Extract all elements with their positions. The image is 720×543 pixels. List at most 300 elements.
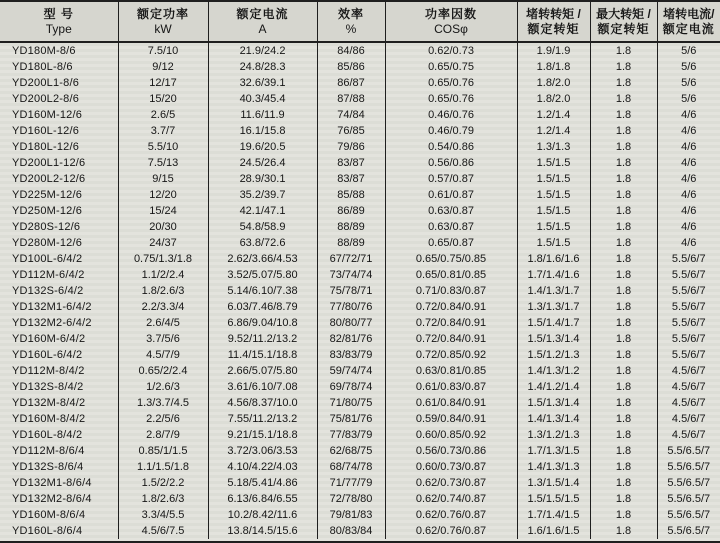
model-cell: YD132M2-6/4/2 [0, 315, 118, 331]
value-cell: 1.8 [590, 235, 657, 251]
value-cell: 12/17 [118, 75, 208, 91]
value-cell: 2.2/3.3/4 [118, 299, 208, 315]
value-cell: 5/6 [681, 45, 697, 57]
table-row [0, 235, 720, 251]
value-cell: 1.8 [590, 75, 657, 91]
value-cell: 1.8 [590, 123, 657, 139]
header-efficiency [317, 2, 385, 42]
value-cell: 4/6 [681, 109, 697, 121]
value-cell: 5.5/6/7 [671, 333, 706, 345]
value-cell: 1.5/1.5 [517, 171, 590, 187]
table-row [0, 251, 720, 267]
value-cell: 1.8 [590, 443, 657, 459]
value-cell: 0.56/0.73/0.86 [385, 443, 517, 459]
table-row [0, 219, 720, 235]
value-cell: 1.8/2.6/3 [118, 491, 208, 507]
value-cell: 0.72/0.85/0.92 [385, 347, 517, 363]
value-cell: 84/86 [317, 42, 385, 59]
value-cell: 2.6/5 [118, 107, 208, 123]
model-cell: YD132M2-8/6/4 [0, 491, 118, 507]
value-cell: 1.5/1.5 [517, 155, 590, 171]
value-cell: 24.8/28.3 [208, 59, 317, 75]
value-cell: 63.8/72.6 [208, 235, 317, 251]
value-cell: 3.7/5/6 [118, 331, 208, 347]
value-cell: 5.14/6.10/7.38 [208, 283, 317, 299]
value-cell: 1.8/1.8 [517, 59, 590, 75]
value-cell: 75/81/76 [317, 411, 385, 427]
table-row [0, 315, 720, 331]
value-cell: 68/74/78 [317, 459, 385, 475]
value-cell: 1.8 [590, 171, 657, 187]
value-cell: 1.5/1.5 [517, 219, 590, 235]
value-cell: 0.63/0.87 [385, 203, 517, 219]
model-cell: YD180L-8/6 [0, 59, 118, 75]
value-cell: 24.5/26.4 [208, 155, 317, 171]
value-cell: 1.8 [590, 315, 657, 331]
header-locked-torque-line1: 堵转转矩 / [526, 6, 581, 21]
model-cell: YD200L1-12/6 [0, 155, 118, 171]
value-cell: 1.5/1.2/1.3 [517, 347, 590, 363]
value-cell: 1.3/3.7/4.5 [118, 395, 208, 411]
value-cell: 11.6/11.9 [208, 107, 317, 123]
table-row [0, 347, 720, 363]
value-cell: 1.8 [590, 411, 657, 427]
value-cell: 0.65/0.81/0.85 [385, 267, 517, 283]
value-cell: 10.2/8.42/11.6 [208, 507, 317, 523]
value-cell: 1.3/1.3 [517, 139, 590, 155]
value-cell: 82/81/76 [317, 331, 385, 347]
value-cell: 24/37 [118, 235, 208, 251]
model-cell: YD112M-8/6/4 [0, 443, 118, 459]
model-cell: YD225M-12/6 [0, 187, 118, 203]
value-cell: 4/6 [681, 205, 697, 217]
header-rated-power [118, 2, 208, 42]
value-cell: 0.62/0.73 [385, 42, 517, 59]
value-cell: 40.3/45.4 [208, 91, 317, 107]
value-cell: 0.65/0.75/0.85 [385, 251, 517, 267]
table-row [0, 203, 720, 219]
value-cell: 1.4/1.3/1.4 [517, 411, 590, 427]
value-cell: 0.60/0.73/0.87 [385, 459, 517, 475]
header-rated-power-zh: 额定功率 [136, 6, 189, 21]
header-locked-current-line1: 堵转电流/ [663, 6, 715, 21]
value-cell: 1.5/1.5 [517, 187, 590, 203]
header-type-zh: 型 号 [43, 6, 74, 21]
header-max-torque-ratio [590, 2, 657, 42]
value-cell: 1.9/1.9 [517, 42, 590, 59]
model-cell: YD280M-12/6 [0, 235, 118, 251]
value-cell: 1.2/1.4 [517, 107, 590, 123]
model-cell: YD160M-6/4/2 [0, 331, 118, 347]
value-cell: 32.6/39.1 [208, 75, 317, 91]
value-cell: 1.8 [590, 139, 657, 155]
value-cell: 76/85 [317, 123, 385, 139]
value-cell: 86/87 [317, 75, 385, 91]
table-row [0, 427, 720, 443]
model-cell: YD200L2-12/6 [0, 171, 118, 187]
value-cell: 5/6 [681, 93, 697, 105]
value-cell: 71/77/79 [317, 475, 385, 491]
value-cell: 1.2/1.4 [517, 123, 590, 139]
value-cell: 4/6 [681, 221, 697, 233]
value-cell: 0.57/0.87 [385, 171, 517, 187]
table-row [0, 523, 720, 539]
value-cell: 7.5/13 [118, 155, 208, 171]
table-row [0, 507, 720, 523]
value-cell: 2.62/3.66/4.53 [208, 251, 317, 267]
table-row [0, 411, 720, 427]
value-cell: 1.4/1.2/1.4 [517, 379, 590, 395]
header-rated-current-unit: A [258, 21, 267, 36]
value-cell: 0.56/0.86 [385, 155, 517, 171]
value-cell: 4.5/7/9 [118, 347, 208, 363]
value-cell: 1.8/2.0 [517, 91, 590, 107]
value-cell: 1.8 [590, 347, 657, 363]
value-cell: 4/6 [681, 173, 697, 185]
value-cell: 1.8 [590, 459, 657, 475]
value-cell: 35.2/39.7 [208, 187, 317, 203]
value-cell: 9/12 [118, 59, 208, 75]
value-cell: 1.5/1.5 [517, 203, 590, 219]
value-cell: 0.54/0.86 [385, 139, 517, 155]
table-row [0, 187, 720, 203]
value-cell: 80/80/77 [317, 315, 385, 331]
value-cell: 1.8 [590, 267, 657, 283]
value-cell: 4/6 [681, 125, 697, 137]
model-cell: YD180M-8/6 [0, 42, 118, 59]
value-cell: 16.1/15.8 [208, 123, 317, 139]
value-cell: 2.66/5.07/5.80 [208, 363, 317, 379]
table-row [0, 123, 720, 139]
header-locked-torque-ratio [517, 2, 590, 42]
value-cell: 83/87 [317, 155, 385, 171]
value-cell: 1.8 [590, 379, 657, 395]
value-cell: 2.2/5/6 [118, 411, 208, 427]
value-cell: 1.8 [590, 507, 657, 523]
value-cell: 1.8 [590, 187, 657, 203]
header-locked-current-line2: 额定电流 [662, 21, 715, 36]
value-cell: 1.8 [590, 107, 657, 123]
model-cell: YD160L-8/4/2 [0, 427, 118, 443]
motor-spec-table [0, 2, 720, 539]
value-cell: 3.3/4/5.5 [118, 507, 208, 523]
value-cell: 9.52/11.2/13.2 [208, 331, 317, 347]
table-row [0, 155, 720, 171]
value-cell: 0.65/0.76 [385, 91, 517, 107]
model-cell: YD100L-6/4/2 [0, 251, 118, 267]
value-cell: 1.8 [590, 475, 657, 491]
value-cell: 5.5/6/7 [671, 317, 706, 329]
value-cell: 1.8 [590, 203, 657, 219]
value-cell: 3.61/6.10/7.08 [208, 379, 317, 395]
value-cell: 71/80/75 [317, 395, 385, 411]
value-cell: 0.63/0.81/0.85 [385, 363, 517, 379]
value-cell: 0.62/0.73/0.87 [385, 475, 517, 491]
value-cell: 1.8 [590, 251, 657, 267]
value-cell: 4.10/4.22/4.03 [208, 459, 317, 475]
value-cell: 1.8 [590, 155, 657, 171]
table-row [0, 107, 720, 123]
table-row [0, 363, 720, 379]
value-cell: 4.5/6/7 [671, 397, 706, 409]
table-row [0, 91, 720, 107]
value-cell: 5.5/6.5/7 [667, 509, 711, 521]
table-row [0, 59, 720, 75]
model-cell: YD112M-6/4/2 [0, 267, 118, 283]
value-cell: 0.65/2/2.4 [118, 363, 208, 379]
value-cell: 4.56/8.37/10.0 [208, 395, 317, 411]
value-cell: 75/78/71 [317, 283, 385, 299]
header-efficiency-unit: % [345, 21, 357, 36]
value-cell: 69/78/74 [317, 379, 385, 395]
value-cell: 1.8 [590, 42, 657, 59]
value-cell: 1.8 [590, 91, 657, 107]
value-cell: 0.65/0.87 [385, 235, 517, 251]
value-cell: 4/6 [681, 157, 697, 169]
value-cell: 79/86 [317, 139, 385, 155]
table-row [0, 267, 720, 283]
value-cell: 1.5/1.3/1.4 [517, 331, 590, 347]
model-cell: YD112M-8/4/2 [0, 363, 118, 379]
model-cell: YD160M-12/6 [0, 107, 118, 123]
header-max-torque-line2: 额定转矩 [597, 21, 650, 36]
value-cell: 1.8 [590, 219, 657, 235]
value-cell: 79/81/83 [317, 507, 385, 523]
value-cell: 5/6 [681, 61, 697, 73]
value-cell: 77/80/76 [317, 299, 385, 315]
model-cell: YD160L-8/6/4 [0, 523, 118, 539]
value-cell: 1.8 [590, 59, 657, 75]
value-cell: 5.5/6.5/7 [667, 445, 711, 457]
value-cell: 59/74/74 [317, 363, 385, 379]
value-cell: 0.72/0.84/0.91 [385, 299, 517, 315]
value-cell: 11.4/15.1/18.8 [208, 347, 317, 363]
value-cell: 1.8 [590, 523, 657, 539]
value-cell: 6.13/6.84/6.55 [208, 491, 317, 507]
value-cell: 21.9/24.2 [208, 42, 317, 59]
value-cell: 1.7/1.4/1.5 [517, 507, 590, 523]
value-cell: 20/30 [118, 219, 208, 235]
value-cell: 80/83/84 [317, 523, 385, 539]
value-cell: 15/24 [118, 203, 208, 219]
value-cell: 6.03/7.46/8.79 [208, 299, 317, 315]
value-cell: 4.5/6/7 [671, 381, 706, 393]
value-cell: 1.8 [590, 299, 657, 315]
value-cell: 0.65/0.76 [385, 75, 517, 91]
value-cell: 0.85/1/1.5 [118, 443, 208, 459]
value-cell: 2.8/7/9 [118, 427, 208, 443]
value-cell: 1.7/1.3/1.5 [517, 443, 590, 459]
value-cell: 85/86 [317, 59, 385, 75]
model-cell: YD180L-12/6 [0, 139, 118, 155]
value-cell: 6.86/9.04/10.8 [208, 315, 317, 331]
table-row [0, 395, 720, 411]
value-cell: 7.5/10 [118, 42, 208, 59]
table-row [0, 171, 720, 187]
table-row [0, 139, 720, 155]
table-row [0, 299, 720, 315]
header-power-factor-zh: 功率因数 [424, 6, 477, 21]
value-cell: 0.63/0.87 [385, 219, 517, 235]
model-cell: YD200L1-8/6 [0, 75, 118, 91]
value-cell: 77/83/79 [317, 427, 385, 443]
table-row [0, 283, 720, 299]
value-cell: 5.18/5.41/4.86 [208, 475, 317, 491]
value-cell: 83/87 [317, 171, 385, 187]
value-cell: 1.6/1.6/1.5 [517, 523, 590, 539]
header-efficiency-zh: 效率 [337, 6, 364, 21]
value-cell: 5.5/6/7 [671, 349, 706, 361]
value-cell: 88/89 [317, 219, 385, 235]
table-row [0, 491, 720, 507]
table-row [0, 459, 720, 475]
value-cell: 0.59/0.84/0.91 [385, 411, 517, 427]
value-cell: 1.5/1.5 [517, 235, 590, 251]
value-cell: 5.5/6.5/7 [667, 493, 711, 505]
header-power-factor [385, 2, 517, 42]
value-cell: 1.1/2/2.4 [118, 267, 208, 283]
value-cell: 1/2.6/3 [118, 379, 208, 395]
header-type [0, 2, 118, 42]
header-rated-power-unit: kW [154, 21, 172, 36]
value-cell: 0.71/0.83/0.87 [385, 283, 517, 299]
header-row [0, 2, 720, 42]
header-locked-torque-line2: 额定转矩 [527, 21, 580, 36]
header-max-torque-line1: 最大转矩 / [596, 6, 651, 21]
value-cell: 86/89 [317, 203, 385, 219]
table-row [0, 42, 720, 59]
value-cell: 1.8/2.0 [517, 75, 590, 91]
value-cell: 4.5/6/7.5 [118, 523, 208, 539]
value-cell: 4/6 [681, 237, 697, 249]
value-cell: 0.60/0.85/0.92 [385, 427, 517, 443]
table-row [0, 331, 720, 347]
table-body [0, 42, 720, 539]
value-cell: 62/68/75 [317, 443, 385, 459]
header-locked-current-ratio [657, 2, 720, 42]
value-cell: 5/6 [681, 77, 697, 89]
value-cell: 1.5/1.3/1.4 [517, 395, 590, 411]
value-cell: 1.3/1.2/1.3 [517, 427, 590, 443]
value-cell: 1.4/1.3/1.3 [517, 459, 590, 475]
table-row [0, 475, 720, 491]
value-cell: 88/89 [317, 235, 385, 251]
value-cell: 73/74/74 [317, 267, 385, 283]
value-cell: 19.6/20.5 [208, 139, 317, 155]
table-header [0, 2, 720, 42]
model-cell: YD200L2-8/6 [0, 91, 118, 107]
value-cell: 1.3/1.5/1.4 [517, 475, 590, 491]
value-cell: 0.65/0.75 [385, 59, 517, 75]
header-rated-current [208, 2, 317, 42]
value-cell: 1.5/1.4/1.7 [517, 315, 590, 331]
value-cell: 0.61/0.87 [385, 187, 517, 203]
value-cell: 1.8/1.6/1.6 [517, 251, 590, 267]
value-cell: 1.7/1.4/1.6 [517, 267, 590, 283]
model-cell: YD132S-6/4/2 [0, 283, 118, 299]
value-cell: 5.5/6/7 [671, 269, 706, 281]
value-cell: 5.5/6.5/7 [667, 461, 711, 473]
value-cell: 1.1/1.5/1.8 [118, 459, 208, 475]
model-cell: YD160L-12/6 [0, 123, 118, 139]
value-cell: 1.8 [590, 331, 657, 347]
model-cell: YD280S-12/6 [0, 219, 118, 235]
value-cell: 0.62/0.76/0.87 [385, 523, 517, 539]
value-cell: 1.8 [590, 283, 657, 299]
value-cell: 67/72/71 [317, 251, 385, 267]
value-cell: 28.9/30.1 [208, 171, 317, 187]
model-cell: YD132M1-8/6/4 [0, 475, 118, 491]
value-cell: 0.72/0.84/0.91 [385, 315, 517, 331]
value-cell: 1.8 [590, 395, 657, 411]
value-cell: 0.72/0.84/0.91 [385, 331, 517, 347]
model-cell: YD132S-8/4/2 [0, 379, 118, 395]
value-cell: 1.8 [590, 427, 657, 443]
value-cell: 5.5/6/7 [671, 253, 706, 265]
value-cell: 0.62/0.74/0.87 [385, 491, 517, 507]
model-cell: YD132M-8/4/2 [0, 395, 118, 411]
value-cell: 83/83/79 [317, 347, 385, 363]
model-cell: YD160M-8/4/2 [0, 411, 118, 427]
value-cell: 0.62/0.76/0.87 [385, 507, 517, 523]
model-cell: YD250M-12/6 [0, 203, 118, 219]
header-rated-current-zh: 额定电流 [236, 6, 289, 21]
value-cell: 74/84 [317, 107, 385, 123]
model-cell: YD132S-8/6/4 [0, 459, 118, 475]
value-cell: 3.52/5.07/5.80 [208, 267, 317, 283]
value-cell: 9.21/15.1/18.8 [208, 427, 317, 443]
table-row [0, 443, 720, 459]
value-cell: 1.8 [590, 363, 657, 379]
value-cell: 4.5/6/7 [671, 429, 706, 441]
value-cell: 7.55/11.2/13.2 [208, 411, 317, 427]
value-cell: 5.5/10 [118, 139, 208, 155]
model-cell: YD160M-8/6/4 [0, 507, 118, 523]
value-cell: 72/78/80 [317, 491, 385, 507]
value-cell: 42.1/47.1 [208, 203, 317, 219]
value-cell: 5.5/6/7 [671, 301, 706, 313]
value-cell: 5.5/6/7 [671, 285, 706, 297]
value-cell: 4/6 [681, 189, 697, 201]
value-cell: 1.4/1.3/1.7 [517, 283, 590, 299]
value-cell: 0.61/0.84/0.91 [385, 395, 517, 411]
value-cell: 1.5/1.5/1.5 [517, 491, 590, 507]
value-cell: 5.5/6.5/7 [667, 525, 711, 537]
value-cell: 0.61/0.83/0.87 [385, 379, 517, 395]
table-row [0, 379, 720, 395]
table-row [0, 75, 720, 91]
value-cell: 1.4/1.3/1.2 [517, 363, 590, 379]
header-type-en: Type [45, 21, 72, 36]
value-cell: 1.3/1.3/1.7 [517, 299, 590, 315]
value-cell: 1.5/2/2.2 [118, 475, 208, 491]
value-cell: 1.8 [590, 491, 657, 507]
value-cell: 3.7/7 [118, 123, 208, 139]
value-cell: 54.8/58.9 [208, 219, 317, 235]
value-cell: 4.5/6/7 [671, 413, 706, 425]
header-power-factor-symbol: COSφ [434, 21, 468, 36]
value-cell: 4.5/6/7 [671, 365, 706, 377]
model-cell: YD132M1-6/4/2 [0, 299, 118, 315]
value-cell: 2.6/4/5 [118, 315, 208, 331]
value-cell: 0.46/0.79 [385, 123, 517, 139]
value-cell: 13.8/14.5/15.6 [208, 523, 317, 539]
value-cell: 85/88 [317, 187, 385, 203]
model-cell: YD160L-6/4/2 [0, 347, 118, 363]
value-cell: 9/15 [118, 171, 208, 187]
value-cell: 5.5/6.5/7 [667, 477, 711, 489]
value-cell: 0.46/0.76 [385, 107, 517, 123]
